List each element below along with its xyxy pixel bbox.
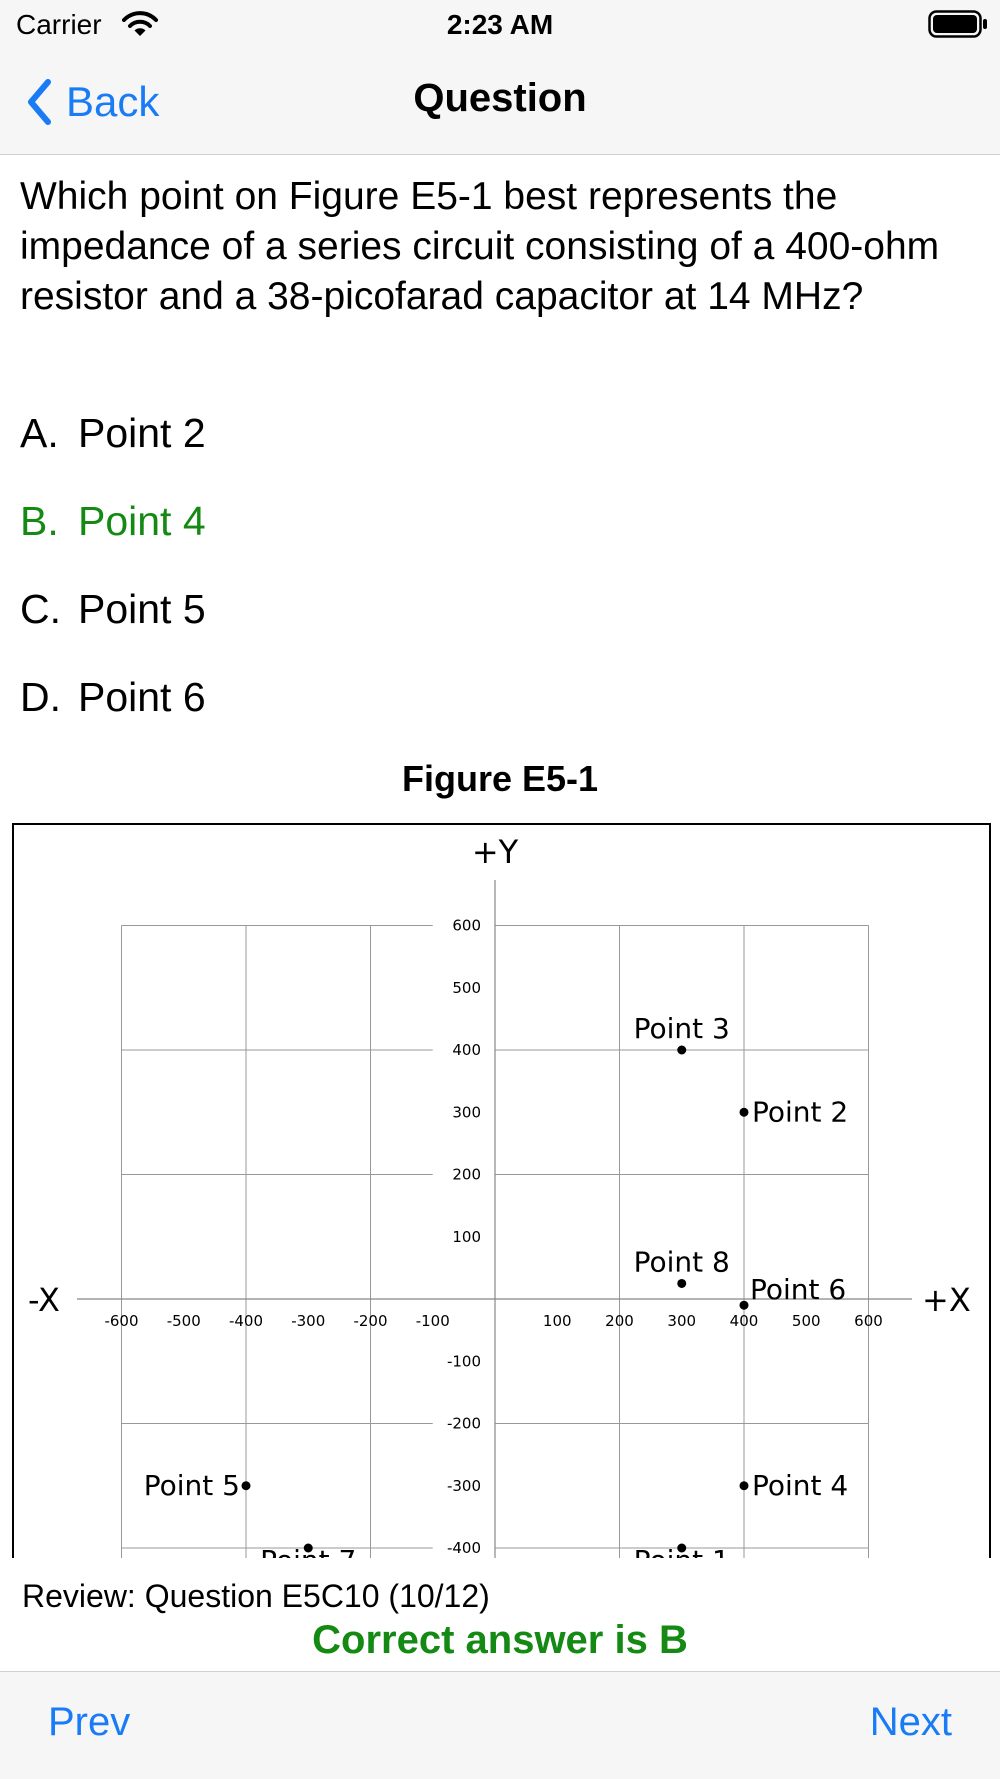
x-tick-label: -200: [353, 1312, 388, 1330]
point-8-label: Point 8: [633, 1245, 730, 1279]
bottom-toolbar: [0, 1671, 1000, 1779]
option-letter: A.: [20, 410, 59, 456]
y-axis-label: +Y: [471, 833, 519, 871]
x-tick-label: 100: [542, 1312, 572, 1330]
x-tick-label: -300: [291, 1312, 326, 1330]
option-text: Point 5: [78, 586, 206, 632]
pos-x-axis-label: +X: [922, 1281, 971, 1319]
point-8-marker: [677, 1279, 686, 1288]
x-tick-label: -600: [104, 1312, 139, 1330]
back-label: Back: [66, 78, 160, 125]
point-2-label: Point 2: [752, 1095, 849, 1129]
x-tick-label: 600: [854, 1312, 883, 1330]
review-status: Review: Question E5C10 (10/12): [22, 1578, 490, 1614]
answer-option-a[interactable]: [20, 410, 206, 457]
point-4-label: Point 4: [752, 1468, 849, 1502]
y-tick-label: -300: [446, 1476, 481, 1495]
navigation-bar: [0, 50, 1000, 155]
option-letter: C.: [20, 586, 61, 632]
x-tick-label: -100: [415, 1312, 450, 1330]
point-6-marker: [740, 1301, 749, 1310]
nav-title: Question: [413, 76, 587, 120]
x-tick-label: 300: [667, 1312, 697, 1330]
y-tick-label: 400: [452, 1041, 481, 1059]
point-5-label: Point 5: [143, 1468, 240, 1502]
prev-button[interactable]: Prev: [48, 1700, 131, 1744]
status-time: 2:23 AM: [446, 9, 554, 40]
neg-x-axis-label: -X: [28, 1281, 60, 1319]
option-text: Point 6: [78, 674, 206, 720]
carrier-label: Carrier: [16, 9, 102, 40]
option-text: Point 4: [78, 498, 206, 544]
x-tick-label: 200: [605, 1312, 634, 1330]
impedance-plot: [14, 825, 989, 1560]
correct-answer-label: Correct answer is B: [312, 1618, 688, 1662]
answer-option-b[interactable]: [20, 498, 206, 545]
y-tick-label: -400: [446, 1539, 481, 1557]
point-2-marker: [740, 1108, 749, 1117]
point-4-marker: [740, 1481, 749, 1490]
point-5-marker: [242, 1481, 251, 1490]
option-text: Point 2: [78, 410, 206, 456]
y-tick-label: 300: [452, 1103, 481, 1122]
y-tick-label: 500: [452, 978, 481, 997]
y-tick-label: 100: [452, 1227, 481, 1246]
point-3-marker: [677, 1046, 686, 1055]
next-button[interactable]: Next: [869, 1700, 952, 1744]
option-letter: B.: [20, 498, 59, 544]
y-tick-label: 600: [452, 916, 481, 935]
question-text: Which point on Figure E5-1 best represents the impedance of a series circuit consisting of a 400-ohm resistor and a 38-picofarad capacitor at 14 MHz?: [20, 175, 940, 318]
point-6-label: Point 6: [750, 1273, 847, 1307]
y-tick-label: -100: [446, 1352, 481, 1371]
figure-title: Figure E5-1: [401, 758, 599, 799]
answer-option-d[interactable]: [20, 674, 206, 721]
y-tick-label: 200: [452, 1165, 481, 1184]
status-bar: [0, 0, 1000, 50]
x-tick-label: -400: [228, 1312, 264, 1330]
x-tick-label: 500: [791, 1312, 821, 1330]
point-3-label: Point 3: [633, 1012, 730, 1045]
battery-icon: [928, 10, 988, 43]
option-letter: D.: [20, 674, 61, 720]
x-tick-label: -500: [166, 1312, 201, 1330]
x-tick-label: 400: [729, 1312, 759, 1330]
y-tick-label: -200: [446, 1414, 481, 1433]
review-bar: [0, 1558, 1000, 1671]
answer-option-c[interactable]: [20, 586, 206, 633]
figure-e5-1: [12, 823, 991, 1560]
